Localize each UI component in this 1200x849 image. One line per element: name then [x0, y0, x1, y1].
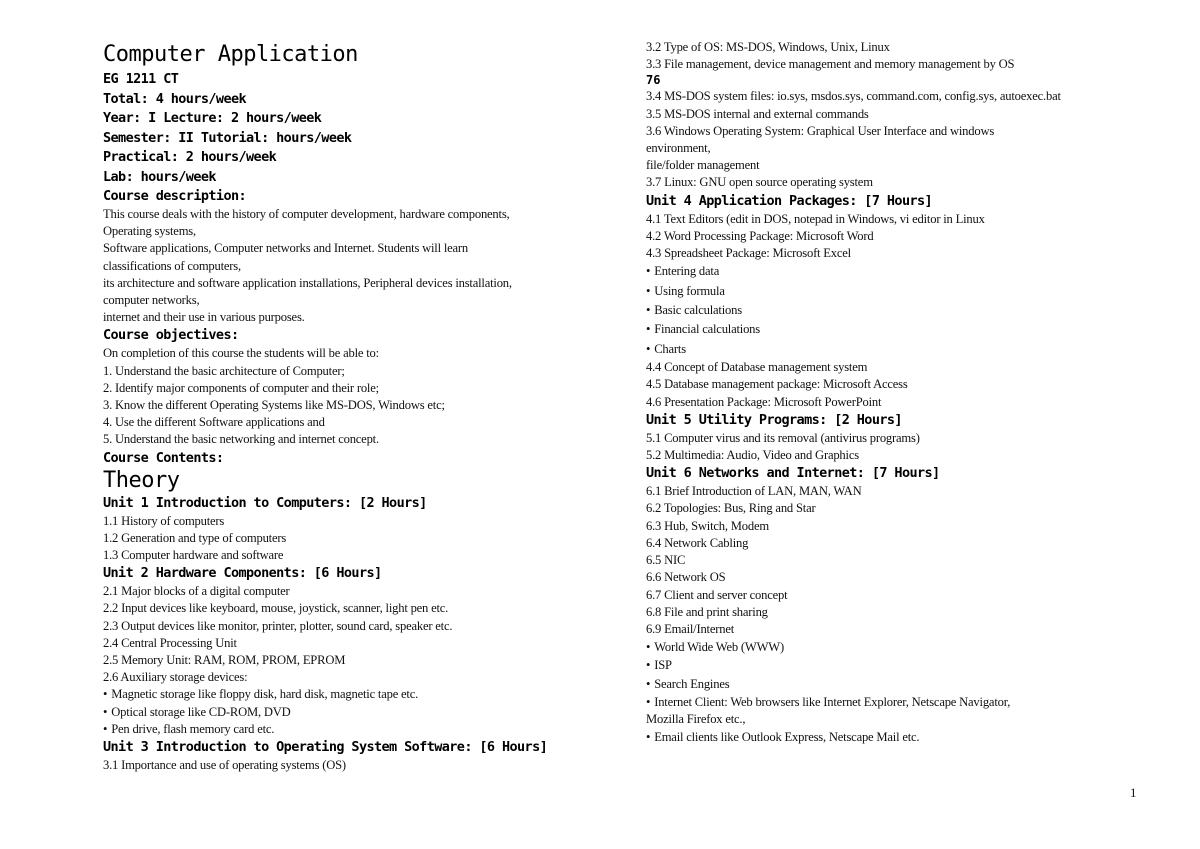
unit6-item: 6.5 NIC: [646, 553, 686, 568]
unit3-item: environment,: [646, 141, 711, 156]
unit3-item: 3.7 Linux: GNU open source operating system: [646, 175, 873, 190]
objective-line: 1. Understand the basic architecture of Computer;: [103, 363, 345, 378]
unit2-heading: Unit 2 Hardware Components: [6 Hours]: [103, 565, 382, 582]
unit5-item: 5.1 Computer virus and its removal (antivirus programs): [646, 430, 920, 445]
unit6-item: 6.7 Client and server concept: [646, 587, 788, 602]
unit6-continuation: Mozilla Firefox etc.,: [646, 711, 746, 726]
objective-line: 4. Use the different Software applications and: [103, 415, 325, 430]
unit4-bullet: • Financial calculations: [646, 320, 1146, 339]
unit4-item: 4.2 Word Processing Package: Microsoft Word: [646, 228, 874, 243]
unit6-item: 6.8 File and print sharing: [646, 604, 768, 619]
unit1-item: 1.1 History of computers: [103, 513, 225, 528]
left-column: [103, 40, 603, 774]
year-lecture: Year: I Lecture: 2 hours/week: [103, 110, 322, 126]
unit2-item: 2.6 Auxiliary storage devices:: [103, 670, 248, 685]
unit3-item: 3.4 MS-DOS system files: io.sys, msdos.sys, command.com, config.sys, autoexec.bat: [646, 89, 1061, 104]
unit6-item: 6.6 Network OS: [646, 570, 726, 585]
unit6-item: 6.4 Network Cabling: [646, 535, 749, 550]
course-title: Computer Application: [103, 42, 358, 67]
unit2-item: 2.5 Memory Unit: RAM, ROM, PROM, EPROM: [103, 653, 346, 668]
unit3-item: file/folder management: [646, 158, 760, 173]
unit4-item: 4.5 Database management package: Microsoft Access: [646, 377, 908, 392]
unit4-bullet: • Entering data: [646, 262, 1146, 281]
unit3-heading: Unit 3 Introduction to Operating System Software: [6 Hours]: [103, 739, 548, 756]
theory-heading: Theory: [103, 467, 180, 493]
unit6-item: 6.3 Hub, Switch, Modem: [646, 518, 769, 533]
unit6-item: 6.1 Brief Introduction of LAN, MAN, WAN: [646, 484, 862, 499]
course-contents-heading: Course Contents:: [103, 449, 224, 466]
unit4-bullet: • Basic calculations: [646, 301, 1146, 320]
practical-hours: Practical: 2 hours/week: [103, 149, 277, 165]
unit3-item: 3.1 Importance and use of operating systems (OS): [103, 758, 346, 773]
course-code: EG 1211 CT: [103, 71, 179, 87]
unit1-item: 1.3 Computer hardware and software: [103, 548, 284, 563]
unit5-item: 5.2 Multimedia: Audio, Video and Graphics: [646, 448, 859, 463]
unit1-item: 1.2 Generation and type of computers: [103, 530, 287, 545]
unit6-heading: Unit 6 Networks and Internet: [7 Hours]: [646, 465, 940, 482]
description-line: internet and their use in various purposes.: [103, 310, 305, 325]
unit2-bullet: • Magnetic storage like floppy disk, hard disk, magnetic tape etc.: [103, 686, 603, 703]
objective-line: 2. Identify major components of computer and their role;: [103, 380, 379, 395]
description-line: classifications of computers,: [103, 258, 241, 273]
stray-page-number: 76: [646, 73, 661, 88]
description-line: Software applications, Computer networks and Internet. Students will learn: [103, 241, 469, 256]
unit6-bullet: • Email clients like Outlook Express, Netscape Mail etc.: [646, 728, 1146, 746]
course-description-heading: Course description:: [103, 188, 247, 204]
description-line: its architecture and software application installations, Peripheral devices installation,: [103, 275, 512, 290]
unit2-item: 2.1 Major blocks of a digital computer: [103, 584, 290, 599]
page-number: 1: [1130, 785, 1137, 800]
unit4-item: 4.1 Text Editors (edit in DOS, notepad in Windows, vi editor in Linux: [646, 211, 985, 226]
unit3-item: 3.5 MS-DOS internal and external commands: [646, 106, 869, 121]
unit2-item: 2.2 Input devices like keyboard, mouse, joystick, scanner, light pen etc.: [103, 601, 449, 616]
right-column: [646, 39, 1146, 746]
semester-tutorial: Semester: II Tutorial: hours/week: [103, 129, 352, 146]
unit1-heading: Unit 1 Introduction to Computers: [2 Hours]: [103, 494, 427, 511]
description-line: This course deals with the history of computer development, hardware components,: [103, 207, 510, 221]
unit5-heading: Unit 5 Utility Programs: [2 Hours]: [646, 411, 902, 428]
course-objectives-heading: Course objectives:: [103, 327, 239, 344]
description-line: computer networks,: [103, 293, 200, 308]
description-line: Operating systems,: [103, 224, 196, 239]
unit2-bullet: • Pen drive, flash memory card etc.: [103, 721, 603, 738]
objective-line: On completion of this course the students will be able to:: [103, 346, 379, 361]
unit6-bullet: • ISP: [646, 656, 1146, 674]
unit4-heading: Unit 4 Application Packages: [7 Hours]: [646, 192, 933, 209]
unit6-item: 6.9 Email/Internet: [646, 621, 735, 636]
lab-hours: Lab: hours/week: [103, 168, 216, 185]
unit4-item: 4.6 Presentation Package: Microsoft PowerPoint: [646, 394, 882, 409]
unit6-bullet: • Internet Client: Web browsers like Internet Explorer, Netscape Navigator,: [646, 693, 1146, 711]
unit6-bullet: • World Wide Web (WWW): [646, 638, 1146, 656]
unit2-item: 2.3 Output devices like monitor, printer, plotter, sound card, speaker etc.: [103, 618, 453, 633]
unit3-item: 3.6 Windows Operating System: Graphical User Interface and windows: [646, 123, 995, 138]
unit3-item: 3.2 Type of OS: MS-DOS, Windows, Unix, Linux: [646, 40, 890, 54]
unit6-bullet: • Search Engines: [646, 675, 1146, 693]
unit3-item: 3.3 File management, device management and memory management by OS: [646, 57, 1015, 72]
unit2-bullet: • Optical storage like CD-ROM, DVD: [103, 704, 603, 721]
unit4-item: 4.4 Concept of Database management system: [646, 360, 868, 375]
objective-line: 5. Understand the basic networking and internet concept.: [103, 432, 379, 447]
unit2-item: 2.4 Central Processing Unit: [103, 635, 237, 650]
total-hours: Total: 4 hours/week: [103, 90, 247, 107]
unit4-bullet: • Charts: [646, 340, 1146, 359]
unit6-item: 6.2 Topologies: Bus, Ring and Star: [646, 501, 816, 516]
unit4-item: 4.3 Spreadsheet Package: Microsoft Excel: [646, 246, 851, 261]
objective-line: 3. Know the different Operating Systems like MS-DOS, Windows etc;: [103, 398, 445, 413]
unit4-bullet: • Using formula: [646, 282, 1146, 301]
